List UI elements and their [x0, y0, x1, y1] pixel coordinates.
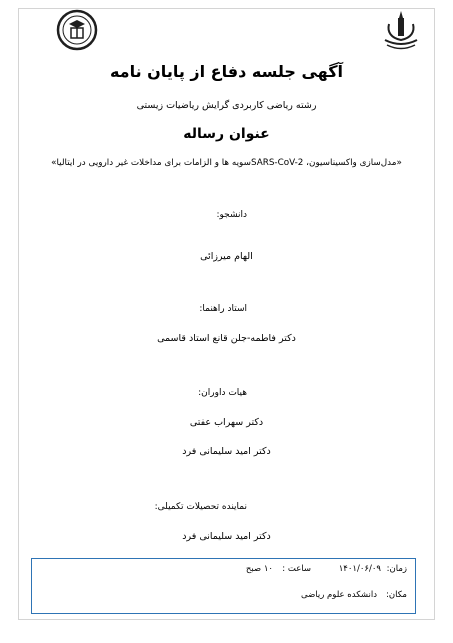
faculty-logo-icon	[55, 8, 99, 52]
date-value: ۱۴۰۱/۰۶/۰۹	[338, 564, 381, 574]
student-label: دانشجو:	[216, 210, 247, 220]
date-label: زمان:	[386, 564, 407, 574]
program-subtitle: رشته ریاضی کاربردی گرایش ریاضیات زیستی	[136, 100, 317, 111]
graduate-rep-label: نماینده تحصیلات تکمیلی:	[154, 502, 247, 512]
supervisor-label: استاد راهنما:	[199, 304, 247, 314]
place-value: دانشکده علوم ریاضی	[300, 590, 377, 600]
graduate-rep-name: دکتر امید سلیمانی فرد	[182, 531, 271, 542]
time-label: ساعت :	[282, 564, 311, 574]
thesis-title: «مدل‌سازی واکسیناسیون، SARS-CoV-2سویه ها و الزامات برای مداخلات غیر دارویی در ایتالیا»	[51, 158, 402, 168]
place-label: مکان:	[386, 590, 407, 600]
page-title: آگهی جلسه دفاع از پایان نامه	[109, 62, 344, 81]
committee-label: هیات داوران:	[198, 388, 247, 398]
university-logo-icon	[379, 8, 423, 52]
time-value: ۱۰ صبح	[245, 564, 273, 574]
student-name: الهام میرزائی	[200, 251, 253, 262]
info-box	[31, 558, 416, 614]
supervisor-name: دکتر فاطمه-جلن قانع استاد قاسمی	[157, 333, 296, 344]
committee-member: دکتر امید سلیمانی فرد	[182, 446, 271, 457]
thesis-heading: عنوان رساله	[183, 126, 270, 142]
committee-member: دکتر سهراب عفتی	[189, 417, 264, 428]
